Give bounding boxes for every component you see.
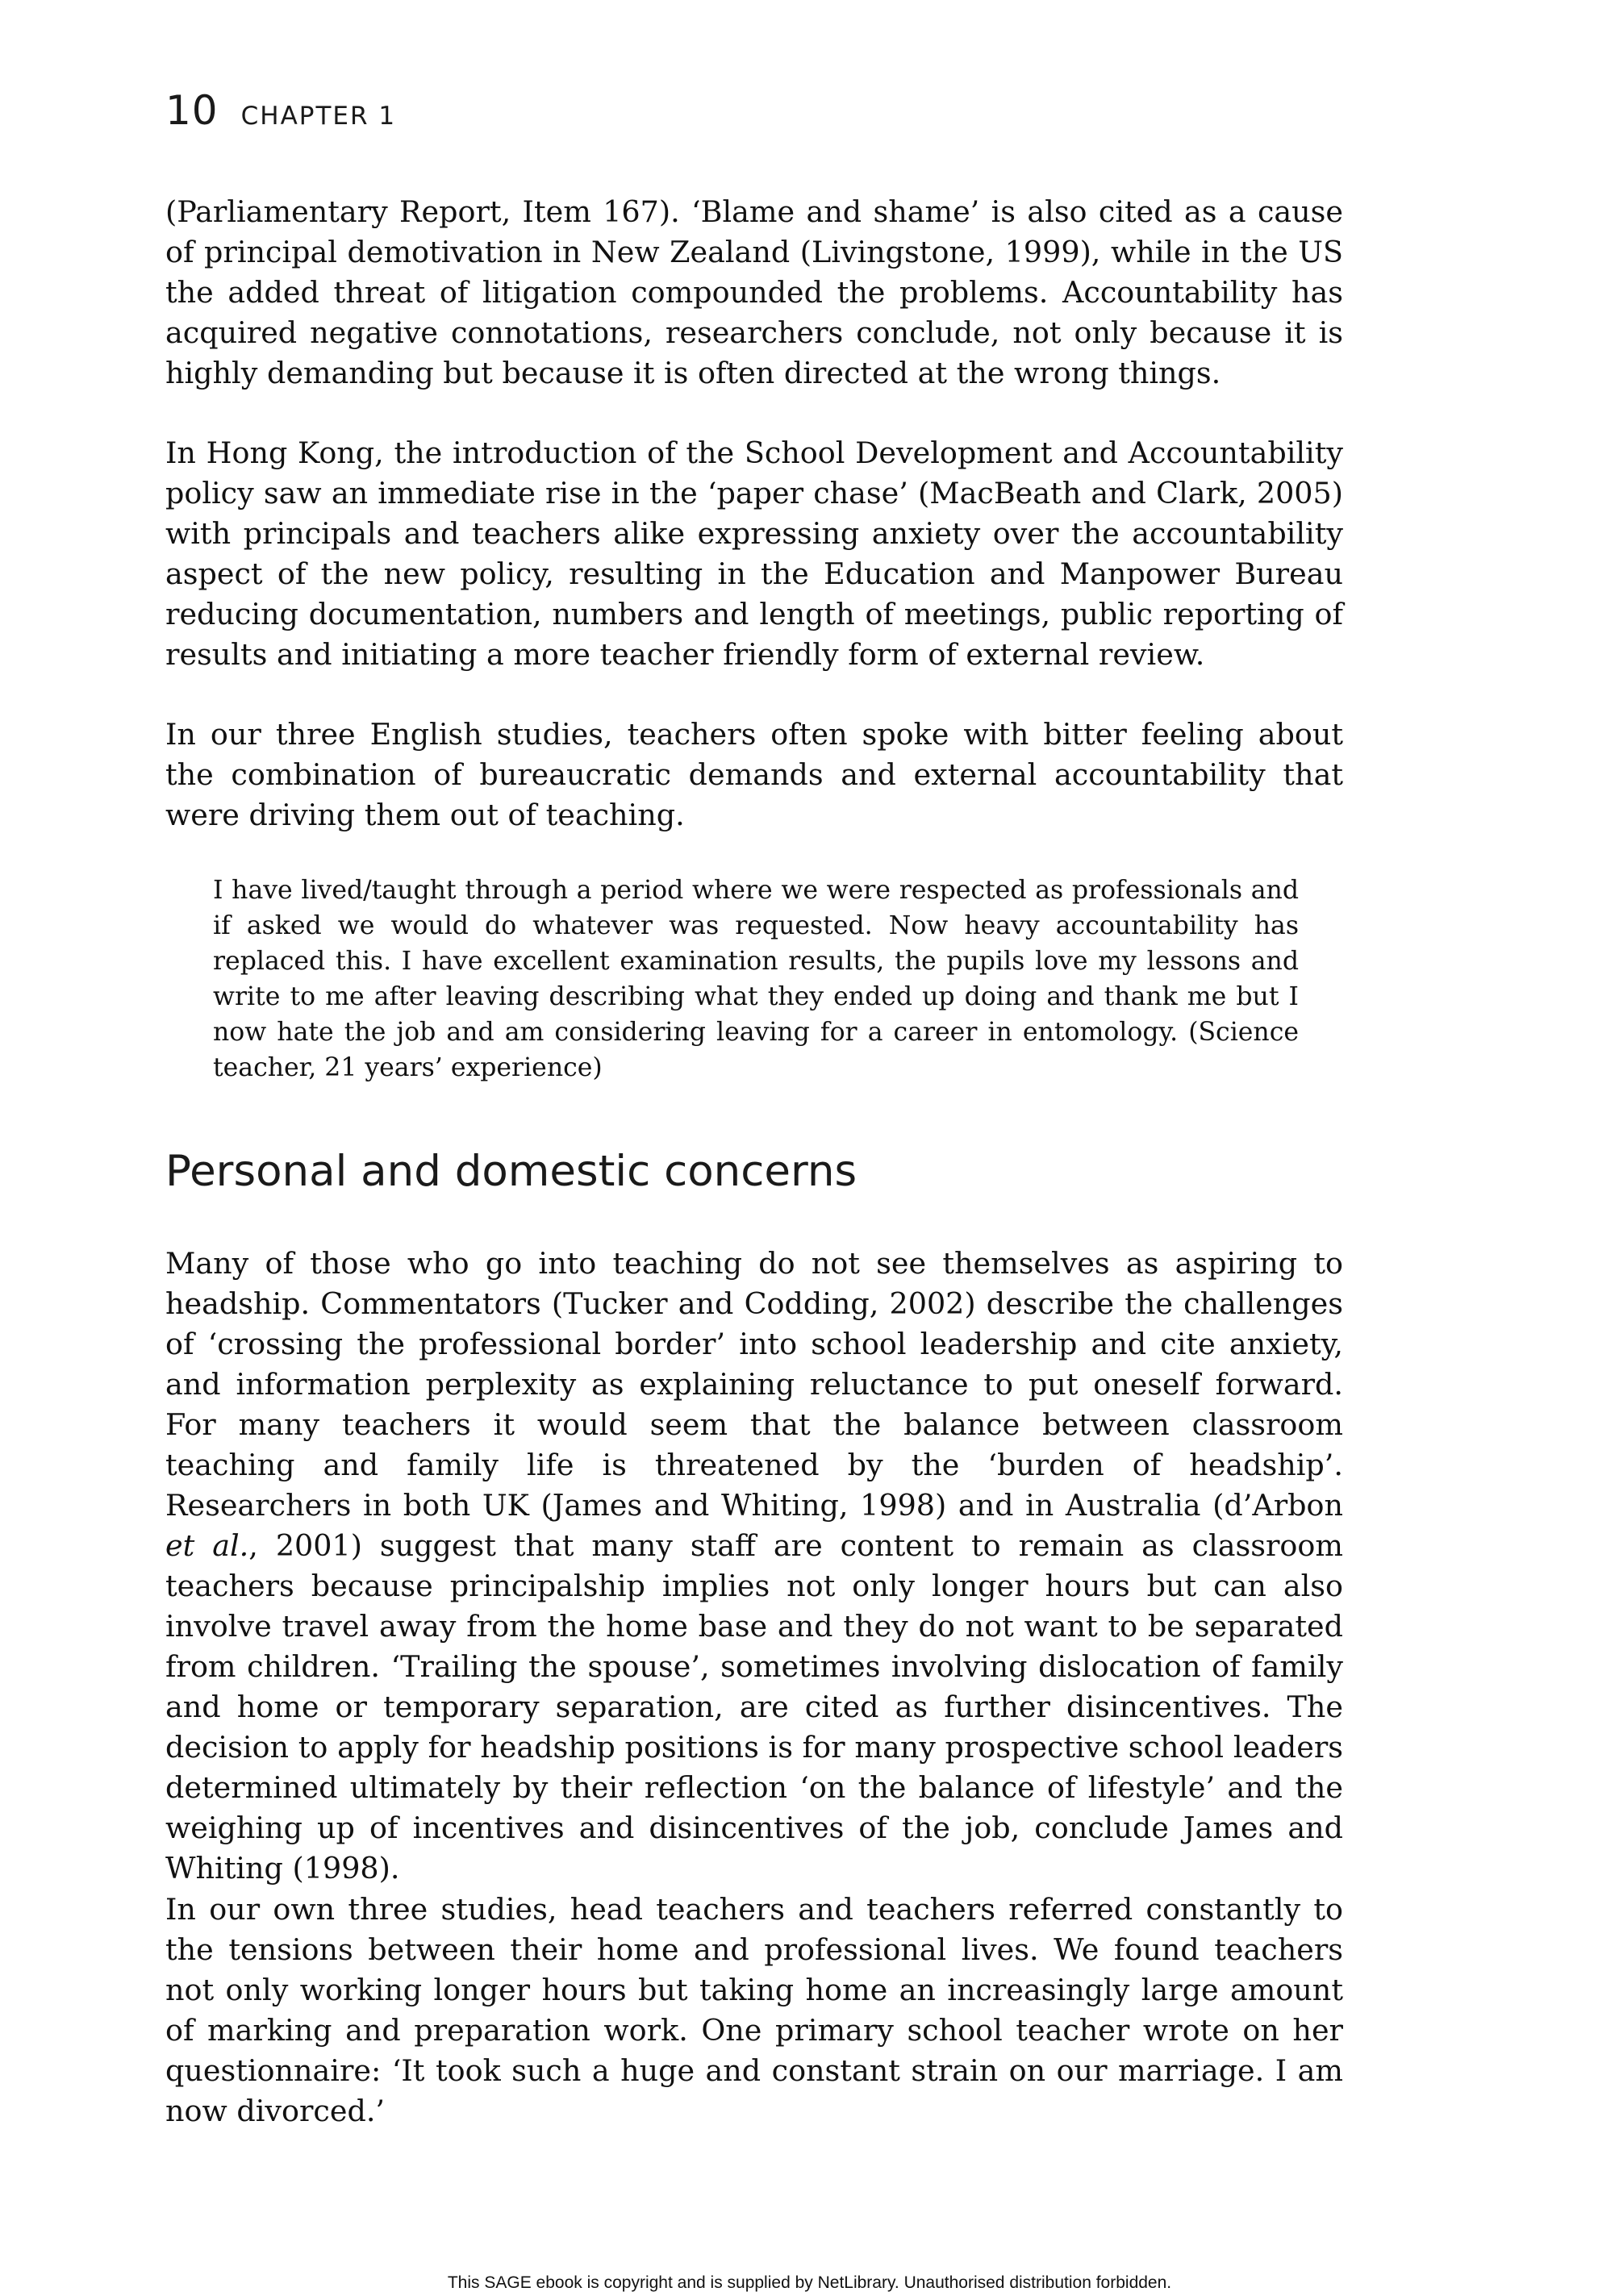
body-paragraph-3: In our three English studies, teachers often spoke with bitter feeling about the combination of bureaucratic demands and external accountability that were driving them out of teaching.: [165, 717, 1343, 832]
chapter-label: CHAPTER 1: [240, 102, 397, 131]
block-quote: I have lived/taught through a period where we were respected as professionals and if asked we would do whatever was requested. Now heavy accountability has replaced this. I have excellent examination results, the pupils love my lessons and write to me after leaving describing what they ended up doing and thank me but I now hate the job and am considering leaving for a career in entomology. (Science teacher, 21 years’ experience): [213, 876, 1299, 1082]
section-heading: Personal and domestic concerns: [165, 1147, 857, 1196]
running-head: [165, 87, 396, 134]
paragraph-text: Many of those who go into teaching do not see themselves as aspiring to headship. Commentators (Tucker and Codding, 2002) describe the challenges of ‘crossing the professional border’ into school leadership and cite anxiety, and information perplexity as explaining reluctance to put oneself forward. For many teachers it would seem that the balance between classroom teaching and family life is threatened by the ‘burden of headship’. Researchers in both UK (James and Whiting, 1998) and in Australia (d’Arbon: [165, 1246, 1343, 1523]
paragraph-text: , 2001) suggest that many staff are content to remain as classroom teachers because principalship implies not only longer hours but can also involve travel away from the home base and they do not want to be separated from children. ‘Trailing the spouse’, sometimes involving dislocation of family and home or temporary separation, are cited as further disincentives. The decision to apply for headship positions is for many prospective school leaders determined ultimately by their reflection ‘on the balance of lifestyle’ and the weighing up of incentives and disincentives of the job, conclude James and Whiting (1998).: [165, 1528, 1343, 1886]
page-number: 10: [165, 87, 219, 134]
copyright-footer: This SAGE ebook is copyright and is supplied by NetLibrary. Unauthorised distribution forbidden.: [447, 2273, 1172, 2292]
body-paragraph-4: [165, 1244, 1343, 1889]
italic-text: et al.: [165, 1528, 249, 1563]
body-paragraph-5: In our own three studies, head teachers and teachers referred constantly to the tensions between their home and professional lives. We found teachers not only working longer hours but taking home an increasingly large amount of marking and preparation work. One primary school teacher wrote on her questionnaire: ‘It took such a huge and constant strain on our marriage. I am now divorced.’: [165, 1892, 1343, 2128]
body-paragraph-1: (Parliamentary Report, Item 167). ‘Blame and shame’ is also cited as a cause of principal demotivation in New Zealand (Livingstone, 1999), while in the US the added threat of litigation compounded the problems. Accountability has acquired negative connotations, researchers conclude, not only because it is highly demanding but because it is often directed at the wrong things.: [165, 194, 1343, 390]
body-paragraph-2: In Hong Kong, the introduction of the School Development and Accountability policy saw an immediate rise in the ‘paper chase’ (MacBeath and Clark, 2005) with principals and teachers alike expressing anxiety over the accountability aspect of the new policy, resulting in the Education and Manpower Bureau reducing documentation, numbers and length of meetings, public reporting of results and initiating a more teacher friendly form of external review.: [165, 435, 1343, 672]
